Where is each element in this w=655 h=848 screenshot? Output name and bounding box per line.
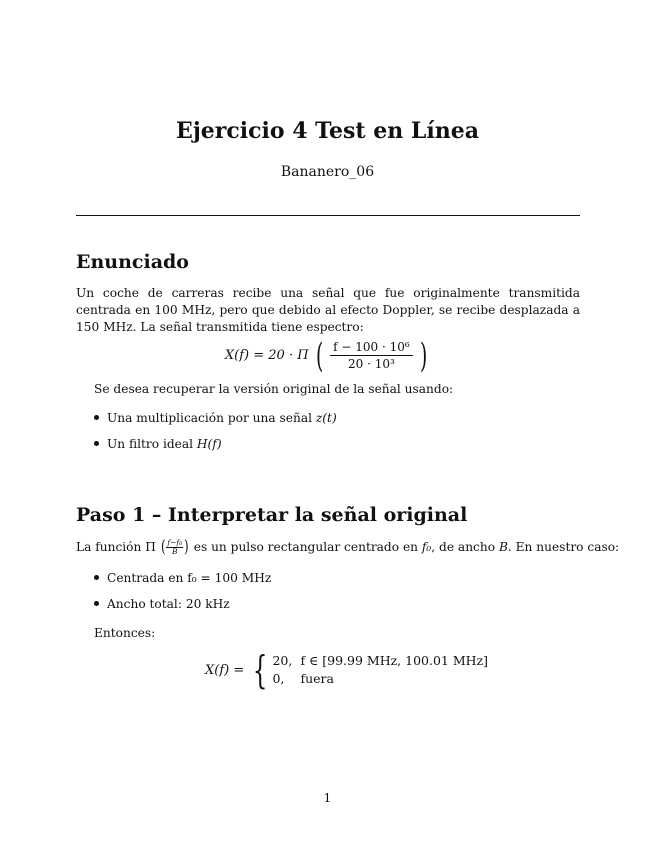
recovery-intro: Se desea recuperar la versión original de la señal usando:: [94, 382, 454, 396]
list-item: Centrada en f₀ = 100 MHz: [94, 571, 271, 585]
document-title: Ejercicio 4 Test en Línea: [176, 118, 479, 144]
equation-numerator: f − 100 · 10⁶: [330, 340, 413, 356]
bullet-icon: [94, 441, 99, 446]
cases-equation: [205, 648, 489, 692]
page-number: 1: [323, 791, 332, 805]
list-item: Una multiplicación por una señal z(t): [94, 411, 337, 425]
bullet-icon: [94, 415, 99, 420]
right-paren: ): [419, 335, 428, 376]
then-label: Entonces:: [94, 626, 156, 640]
document-author: Bananero_06: [280, 164, 375, 180]
section-heading-enunciado: Enunciado: [76, 251, 189, 273]
equation-fraction: [330, 340, 413, 371]
small-fraction: $\frac{\text{f−f₀}}{B}$: [167, 538, 183, 556]
list-item: Un filtro ideal H(f): [94, 437, 222, 451]
title-rule: [76, 215, 580, 216]
cases-lhs: X(f) =: [205, 662, 245, 678]
left-brace: {: [253, 648, 268, 692]
cases-rows: 20, f ∈ [99.99 MHz, 100.01 MHz] 0, fuera: [272, 653, 489, 686]
equation-lhs: X(f) = 20 · Π: [224, 348, 309, 363]
section-heading-paso-1: Paso 1 – Interpretar la señal original: [76, 504, 468, 526]
spectrum-equation: [0, 335, 655, 376]
pulse-sentence: La función Π ( $\frac{\text{f−f₀}}{B}$ ) es un pulso rectangular centrado en f₀, de ancho B. En nuestro caso:: [76, 537, 620, 557]
left-paren: (: [315, 335, 323, 376]
bullet-icon: [94, 601, 99, 606]
equation-denominator: 20 · 10³: [347, 357, 395, 371]
list-item: Ancho total: 20 kHz: [94, 597, 230, 611]
enunciado-paragraph: Un coche de carreras recibe una señal que fue originalmente transmitida centrada en 100 MHz, pero que debido al efecto Doppler, se recibe desplazada a 150 MHz. La señal transmitida tiene espectro:: [76, 286, 580, 334]
bullet-icon: [94, 575, 99, 580]
